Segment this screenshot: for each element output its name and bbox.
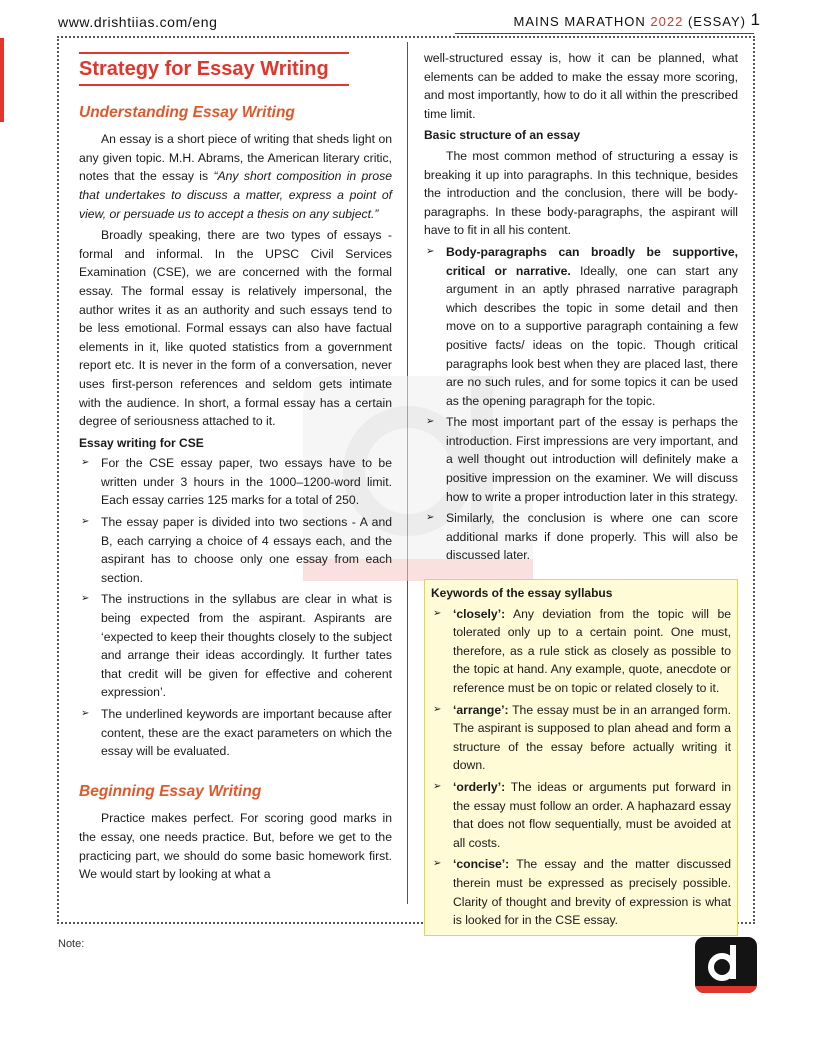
header-rule bbox=[455, 33, 754, 34]
list-item bbox=[424, 413, 738, 506]
bullet-text: Similarly, the conclusion is where one can score additional marks if done properly. This will also be discussed later. bbox=[446, 511, 738, 563]
heading-basic-structure: Basic structure of an essay bbox=[424, 128, 581, 143]
page-number: 1 bbox=[750, 10, 760, 29]
list-item bbox=[79, 590, 392, 702]
series-title bbox=[514, 14, 746, 29]
keyword-term: ‘arrange’: bbox=[453, 702, 509, 717]
keyword-term: ‘concise’: bbox=[453, 857, 510, 872]
logo-glyph bbox=[695, 937, 757, 993]
heading-essay-cse: Essay writing for CSE bbox=[79, 435, 204, 450]
keywords-list bbox=[431, 605, 731, 930]
list-item bbox=[79, 705, 392, 761]
list-item bbox=[79, 454, 392, 510]
list-item bbox=[431, 701, 731, 775]
keywords-box bbox=[424, 579, 738, 936]
bullet-text: The essay paper is divided into two sections - A and B, each carrying a choice of 4 essays each, and the aspirant has to choose only one essay from each section. bbox=[101, 515, 392, 585]
right-column bbox=[424, 49, 738, 936]
arrowhead-bullet-icon: ➢ bbox=[433, 703, 442, 715]
arrowhead-bullet-icon: ➢ bbox=[426, 512, 435, 524]
bullet-text: The instructions in the syllabus are clear in what is being expected from the aspirant. Aspirants are ‘expected to keep their thoughts closely to the subject and arrange their ideas accordingly. It further tates that credit will be given for effective and coherent expression’. bbox=[101, 592, 392, 700]
heading-beginning: Beginning Essay Writing bbox=[79, 782, 262, 800]
keyword-text: The ideas or arguments put forward in the essay must follow an order. A haphazard essay that does not flow sequentially, must be avoided at all costs. bbox=[453, 779, 731, 850]
keyword-text: The essay must be in an arranged form. The aspirant is supposed to plan ahead and form a structure of the essay before actually writing it down. bbox=[453, 702, 731, 773]
arrowhead-bullet-icon: ➢ bbox=[81, 593, 90, 605]
arrowhead-bullet-icon: ➢ bbox=[81, 457, 90, 469]
keyword-term: ‘orderly’: bbox=[453, 779, 506, 794]
keywords-box-title: Keywords of the essay syllabus bbox=[431, 586, 613, 601]
arrowhead-bullet-icon: ➢ bbox=[426, 245, 435, 257]
paragraph-structure: The most common method of structuring a essay is breaking it up into paragraphs. In this technique, besides the introduction and the conclusion, there will be body-paragraphs. In these body-paragraphs, the aspirant will have to fit in all his content. bbox=[424, 148, 738, 238]
paragraph-continued: well-structured essay is, how it can be planned, what elements can be added to make the essay more scoring, and most importantly, how to do it all within the prescribed time limit. bbox=[424, 51, 738, 121]
structure-bullet-list bbox=[424, 243, 738, 565]
list-item bbox=[431, 605, 731, 698]
bullet-text: For the CSE essay paper, two essays have to be written under 3 hours in the 1000–1200-word limit. Each essay carries 125 marks for a total of 250. bbox=[101, 456, 392, 508]
paragraph-types: Broadly speaking, there are two types of essays - formal and informal. In the UPSC Civil Services Examination (CSE), we are concerned with the formal essay. The formal essay is relatively impersonal, the author writes it as an authority and such essays tend to be less emotional. Formal essays can also have factual elements in it, like quoted statistics from a government report etc. It is never in the form of a conversation, never uses first-person references and seldom gets intimate with the audience. In short, a formal essay has a certain degree of seriousness attached to it. bbox=[79, 228, 392, 429]
bullet-text: The underlined keywords are important because after content, these are the exact parameters on which the essay will be evaluated. bbox=[101, 707, 392, 759]
left-column bbox=[79, 52, 392, 887]
title-block bbox=[79, 52, 349, 86]
abrams-quote: “Any short composition in prose that undertakes to discuss a matter, express a point of view, or persuade us to accept a thesis on any subject.” bbox=[79, 169, 393, 221]
page-title: Strategy for Essay Writing bbox=[79, 58, 329, 80]
arrowhead-bullet-icon: ➢ bbox=[426, 416, 435, 428]
paragraph-practice: Practice makes perfect. For scoring good marks in the essay, one needs practice. But, before we get to the practicing part, we should do some basic homework first. We would start by looking at what a bbox=[79, 811, 392, 882]
arrowhead-bullet-icon: ➢ bbox=[81, 708, 90, 719]
list-item bbox=[424, 243, 738, 410]
series-name: MAINS MARATHON bbox=[513, 14, 646, 29]
page-edge-marker bbox=[0, 38, 4, 122]
bullet-text: The most important part of the essay is perhaps the introduction. First impressions are very important, and a well thought out introduction will definitely make a positive impression on the examiner. We will discuss how to write a proper introduction later in this strategy. bbox=[446, 415, 738, 504]
keyword-term: ‘closely’: bbox=[453, 606, 506, 621]
list-item bbox=[79, 513, 392, 587]
intro-text: An essay is a short piece of writing that sheds light on any given topic. M.H. Abrams, the American literary critic, notes that the essay is bbox=[79, 132, 392, 184]
site-url: www.drishtiias.com/eng bbox=[58, 14, 218, 30]
bullet-text: Ideally, one can start any argument in an aptly phrased narrative paragraph which describes the topic in some detail and then move on to a supportive paragraph containing a few positive facts/ ideas on the topic. Though critical paragraphs look best when they are placed last, there are no such rules, and for some topics it can be used as the opening paragraph for the topic. bbox=[446, 263, 738, 408]
logo-stripe bbox=[695, 986, 757, 993]
list-item bbox=[431, 778, 731, 852]
note-label: Note: bbox=[58, 938, 85, 950]
series-year: 2022 bbox=[650, 14, 684, 29]
arrowhead-bullet-icon: ➢ bbox=[81, 516, 90, 528]
paragraph-intro bbox=[79, 130, 392, 223]
drishti-logo-icon bbox=[695, 937, 757, 993]
arrowhead-bullet-icon: ➢ bbox=[433, 607, 442, 619]
series-section: (ESSAY) bbox=[687, 14, 746, 29]
cse-bullet-list bbox=[79, 454, 392, 761]
keyword-text: Any deviation from the topic will be tolerated only up to a certain point. One must, therefore, as a rule stick as closely as possible to the topic at hand. Any example, quote, anecdote or reference must be on topic or related closely to it. bbox=[453, 606, 731, 695]
arrowhead-bullet-icon: ➢ bbox=[433, 858, 442, 870]
list-item bbox=[431, 855, 731, 929]
heading-understanding: Understanding Essay Writing bbox=[79, 103, 295, 121]
list-item bbox=[424, 509, 738, 565]
arrowhead-bullet-icon: ➢ bbox=[433, 780, 442, 792]
bullet-lead: Body-paragraphs can broadly be supportive, critical or narrative. bbox=[446, 244, 738, 278]
keyword-text: The essay and the matter discussed therein must be expressed as precisely possible. Clarity of thought and brevity of expression is what is looked for in the CSE essay. bbox=[453, 857, 731, 928]
